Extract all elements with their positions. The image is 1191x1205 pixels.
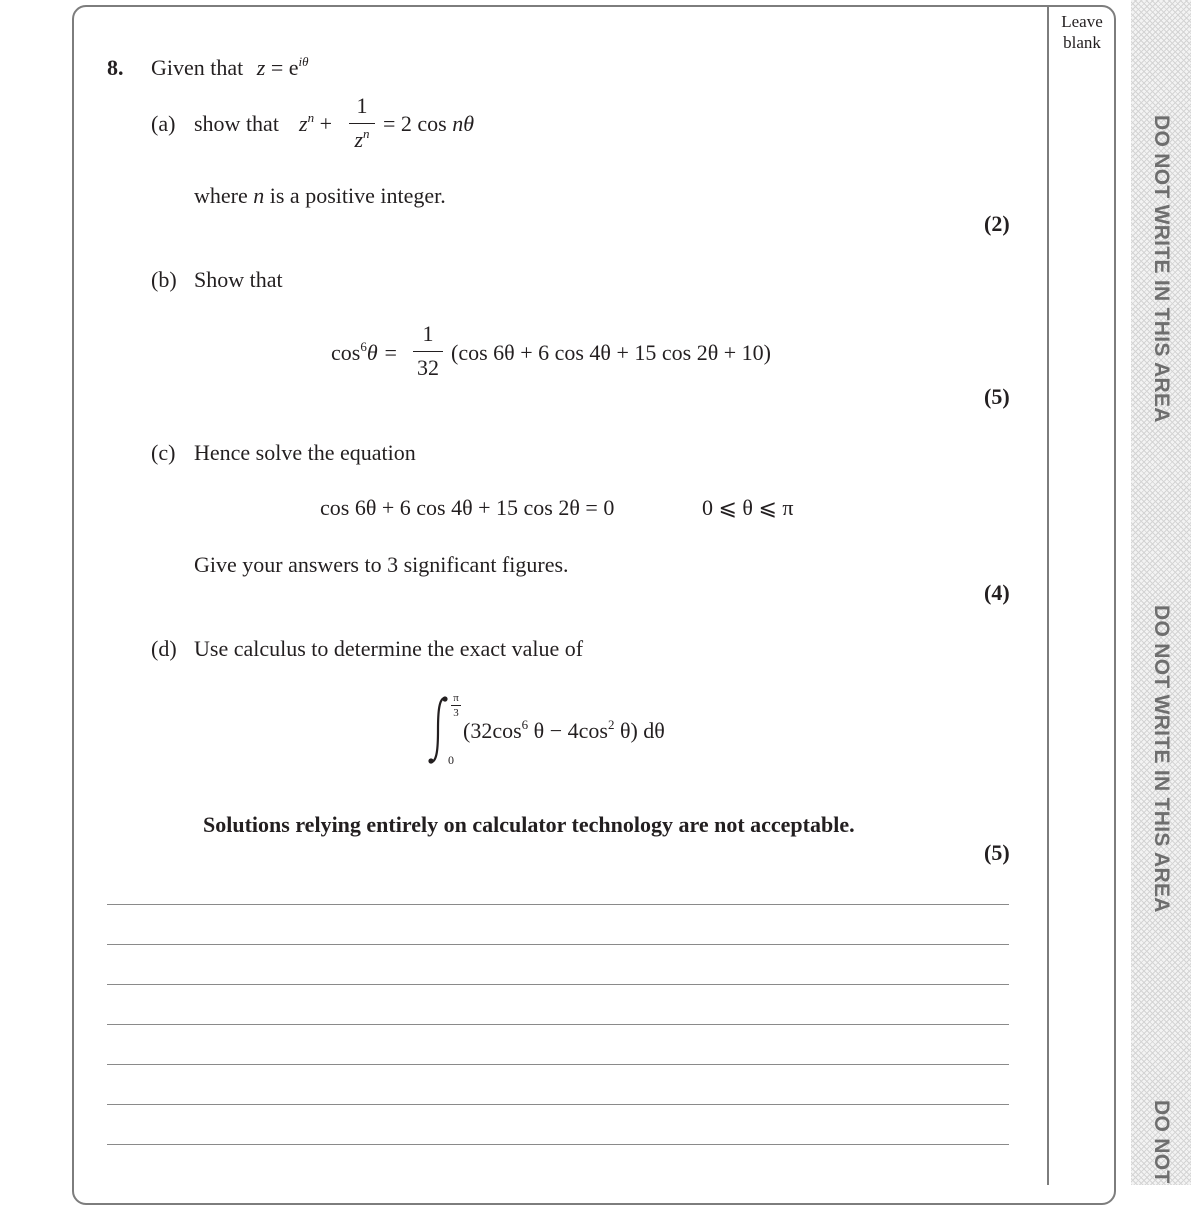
part-c-range: 0 ⩽ θ ⩽ π [702, 495, 794, 520]
part-a-frac-bar [349, 123, 375, 124]
margin-warning-3: DO NOT [1150, 1100, 1173, 1184]
intro-text: Given that [151, 55, 244, 80]
leave-blank-divider [1047, 6, 1049, 1185]
question-number: 8. [107, 55, 124, 80]
part-b-marks: (5) [984, 384, 1010, 409]
part-c-instruction: Give your answers to 3 significant figures. [194, 552, 569, 577]
integral-upper-limit [450, 692, 462, 719]
part-b-frac-bar [413, 351, 443, 352]
part-b-text: Show that [194, 267, 283, 292]
leave-blank-line-2: blank [1063, 33, 1101, 52]
answer-line[interactable] [107, 984, 1009, 985]
integrand: ($32\cos^6$ $\theta - 4\cos^2$ θ) dθ [463, 717, 665, 743]
leave-blank-label [1052, 11, 1112, 53]
upper-limit-den: 3 [453, 707, 459, 719]
part-b-label: (b) [151, 267, 177, 292]
margin-warning-2: DO NOT WRITE IN THIS AREA [1150, 605, 1173, 913]
part-a-frac-num: 1 [356, 93, 368, 118]
part-b-frac-num: 1 [422, 321, 434, 346]
part-a-frac-den: $z^n$ [354, 126, 370, 152]
part-a-lhs: $z^n$ + [299, 110, 332, 136]
part-d-text: Use calculus to determine the exact value of [194, 636, 584, 661]
margin-warning-1: DO NOT WRITE IN THIS AREA [1150, 115, 1173, 423]
upper-limit-num: π [453, 692, 459, 704]
answer-line[interactable] [107, 1104, 1009, 1105]
part-a-text: show that [194, 111, 279, 136]
part-b-lhs: $\cos^6\theta$ = [331, 339, 398, 365]
answer-line[interactable] [107, 944, 1009, 945]
intro-math: $z = e^{i\theta}$ [256, 54, 309, 80]
part-a-label: (a) [151, 111, 176, 136]
leave-blank-line-1: Leave [1061, 12, 1103, 31]
part-c-equation: cos 6θ + 6 cos 4θ + 15 cos 2θ = 0 [320, 495, 615, 520]
answer-line[interactable] [107, 1024, 1009, 1025]
calculator-note: Solutions relying entirely on calculator technology are not acceptable. [203, 812, 855, 837]
part-d-label: (d) [151, 636, 177, 661]
part-c-marks: (4) [984, 580, 1010, 605]
part-c-text: Hence solve the equation [194, 440, 416, 465]
part-a-marks: (2) [984, 211, 1010, 236]
upper-limit-bar [451, 705, 461, 706]
part-c-label: (c) [151, 440, 176, 465]
question-intro [151, 55, 309, 81]
part-a-where: where n is a positive integer. [194, 183, 446, 208]
integral-lower-limit: 0 [448, 753, 454, 767]
answer-line[interactable] [107, 1064, 1009, 1065]
answer-line[interactable] [107, 1144, 1009, 1145]
part-a-rhs: = 2 cos nθ [383, 111, 475, 136]
do-not-write-margin [1131, 0, 1191, 1185]
part-b-frac-den: 32 [417, 355, 439, 380]
part-b-rhs: (cos 6θ + 6 cos 4θ + 15 cos 2θ + 10) [451, 340, 771, 365]
answer-line[interactable] [107, 904, 1009, 905]
part-d-marks: (5) [984, 840, 1010, 865]
